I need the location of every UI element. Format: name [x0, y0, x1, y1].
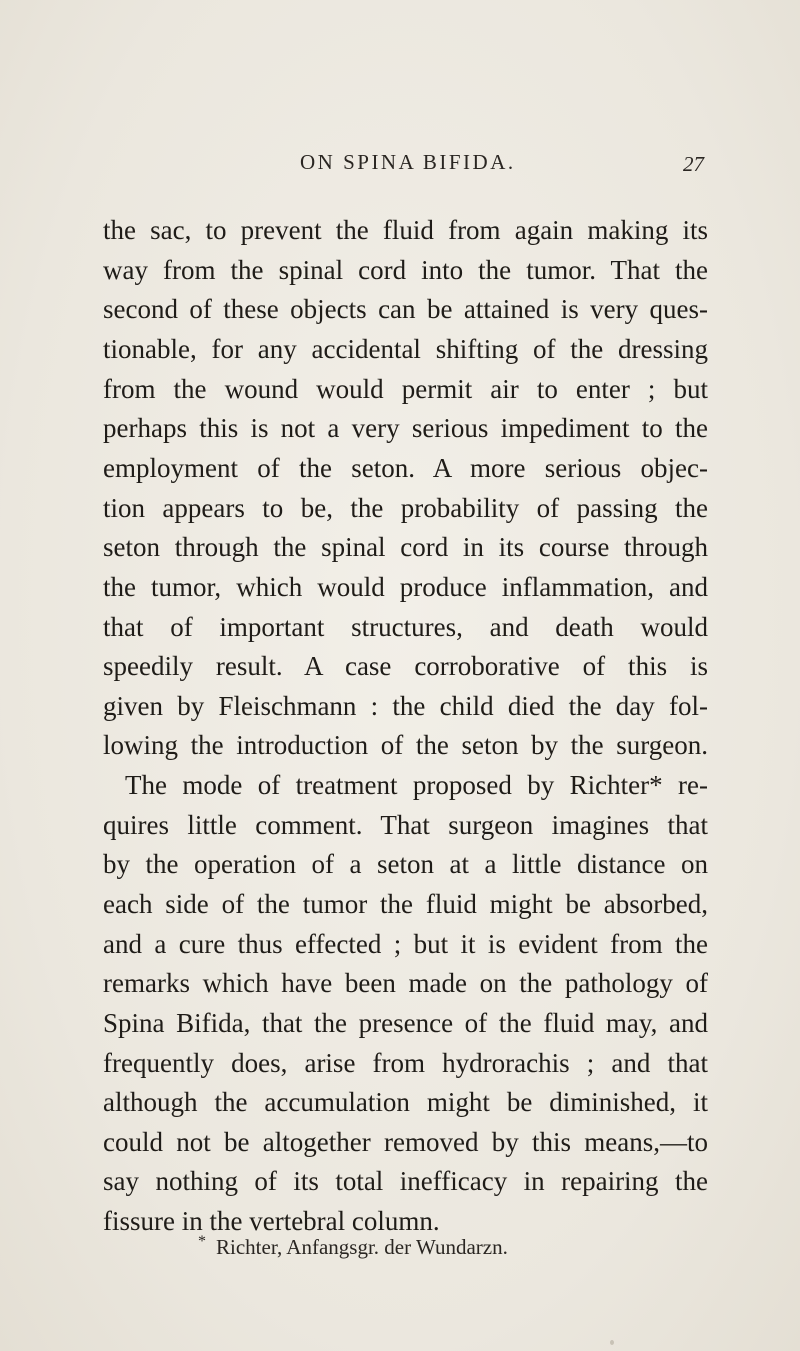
footnote-marker: *	[198, 1233, 206, 1250]
paper-spot	[610, 1340, 614, 1345]
text-line: remarks which have been made on the pathology of	[103, 968, 708, 998]
text-line: The mode of treatment proposed by Richter* re-	[125, 770, 708, 800]
text-line: that of important structures, and death would	[103, 612, 708, 642]
text-line: each side of the tumor the fluid might be absorbed,	[103, 889, 708, 919]
text-line: although the accumulation might be diminished, it	[103, 1087, 708, 1117]
text-line: the tumor, which would produce inflammation, and	[103, 572, 708, 602]
text-line: the sac, to prevent the fluid from again making its	[103, 215, 708, 245]
text-line: perhaps this is not a very serious impediment to the	[103, 413, 708, 443]
text-line: second of these objects can be attained is very ques-	[103, 294, 708, 324]
text-line: tionable, for any accidental shifting of the dressing	[103, 334, 708, 364]
text-line: given by Fleischmann : the child died the day fol-	[103, 691, 708, 721]
text-line: employment of the seton. A more serious objec-	[103, 453, 708, 483]
text-line: fissure in the vertebral column.	[103, 1206, 440, 1236]
text-line: Spina Bifida, that the presence of the fluid may, and	[103, 1008, 708, 1038]
text-line: way from the spinal cord into the tumor. That the	[103, 255, 708, 285]
text-line: tion appears to be, the probability of passing the	[103, 493, 708, 523]
text-line: say nothing of its total inefficacy in repairing the	[103, 1166, 708, 1196]
running-head	[0, 150, 800, 180]
text-line: speedily result. A case corroborative of this is	[103, 651, 708, 681]
running-title: ON SPINA BIFIDA.	[300, 150, 516, 174]
text-line: seton through the spinal cord in its course through	[103, 532, 708, 562]
text-line: lowing the introduction of the seton by the surgeon.	[103, 730, 708, 760]
text-line: could not be altogether removed by this means,—to	[103, 1127, 708, 1157]
text-line: quires little comment. That surgeon imagines that	[103, 810, 708, 840]
footnote	[198, 1233, 508, 1260]
text-line: by the operation of a seton at a little distance on	[103, 849, 708, 879]
text-line: frequently does, arise from hydrorachis ; and that	[103, 1048, 708, 1078]
page-number: 27	[683, 152, 704, 176]
text-line: and a cure thus effected ; but it is evident from the	[103, 929, 708, 959]
footnote-text: Richter, Anfangsgr. der Wundarzn.	[216, 1235, 508, 1259]
text-line: from the wound would permit air to enter ; but	[103, 374, 708, 404]
